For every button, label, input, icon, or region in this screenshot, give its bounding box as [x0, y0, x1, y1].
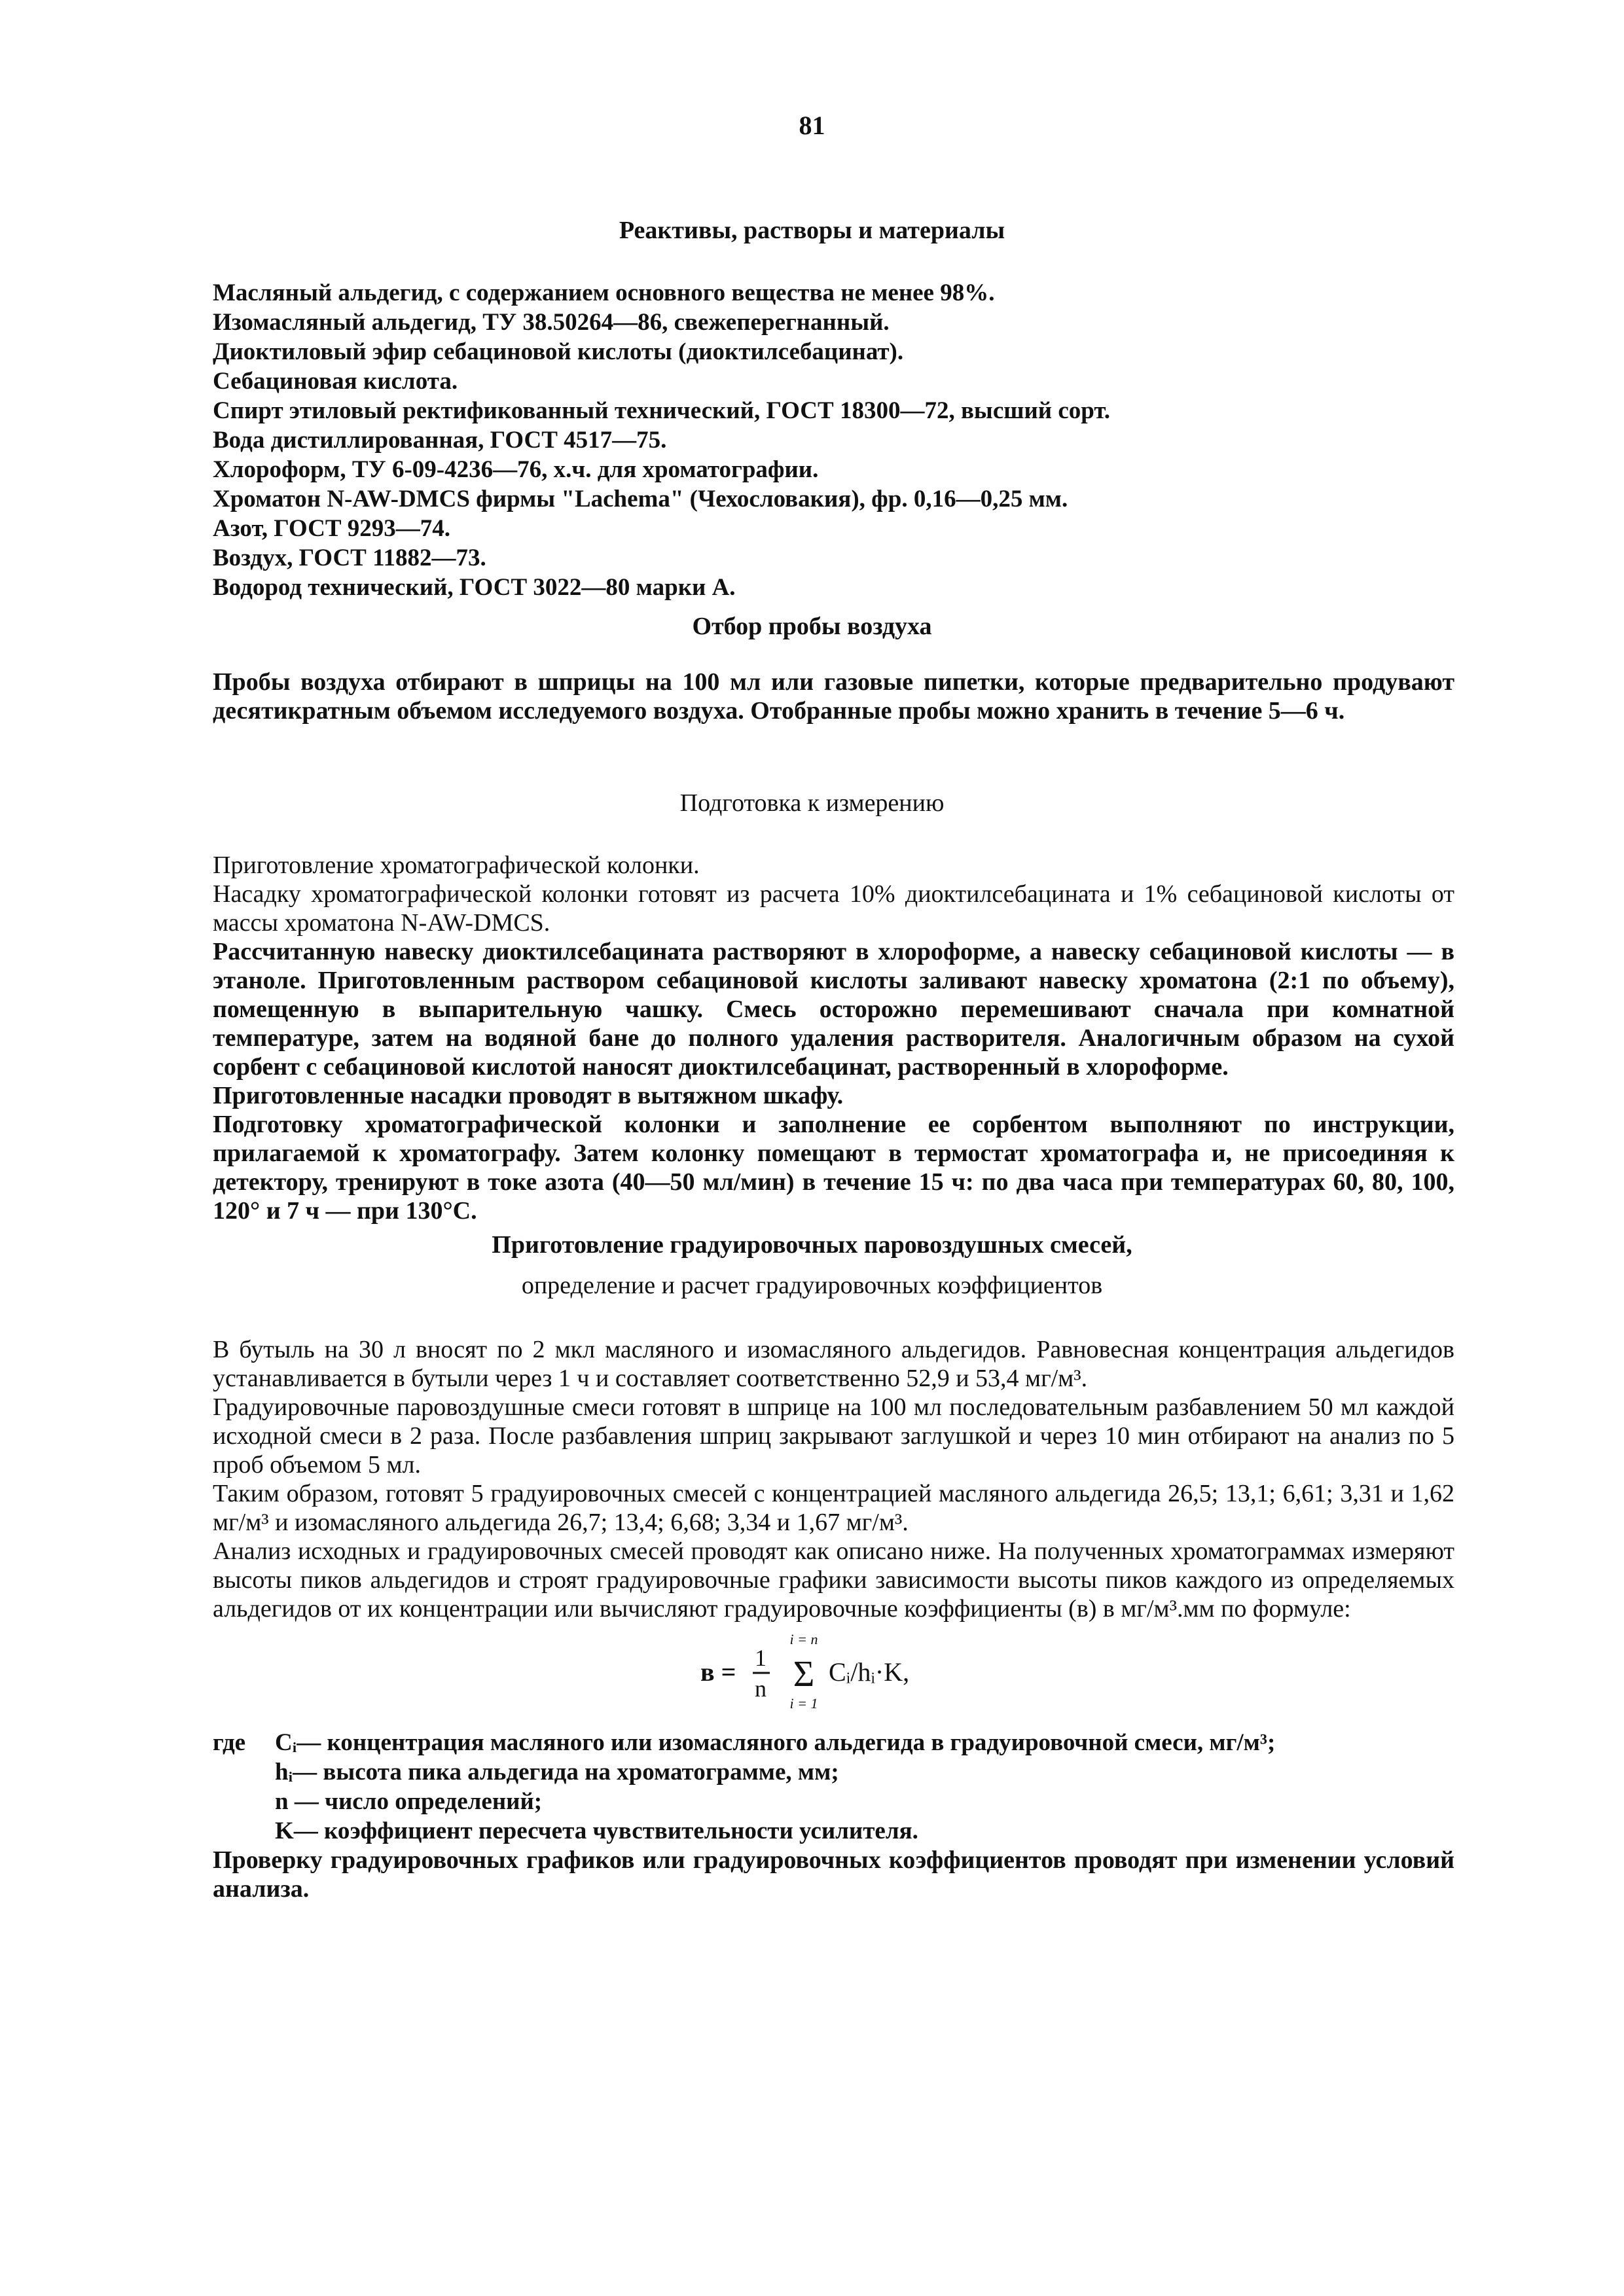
- reagent-item: Изомасляный альдегид, ТУ 38.50264—86, свежеперегнанный.: [213, 309, 890, 336]
- formula-sum-bottom: i = 1: [789, 1695, 818, 1712]
- preparation-paragraph: Рассчитанную навеску диоктилсебацината растворяют в хлороформе, а навеску себациновой кислоты — в этаноле. Приготовленным раствором себациновой кислоты заливают навеску хроматона (2:1 по объему), помещенную в выпарительную чашку. Смесь осторожно перемешивают сначала при комнатной температуре, затем на водяной бане до полного удаления растворителя. Аналогичным образом на сухой сорбент с себациновой кислотой наносят диоктилсебацинат, растворенный в хлороформе.: [213, 938, 1454, 1081]
- legend-item: hᵢ— высота пика альдегида на хроматограмме, мм;: [275, 1759, 839, 1785]
- preparation-paragraph: Подготовку хроматографической колонки и заполнение ее сорбентом выполняют по инструкции, прилагаемой к хроматографу. Затем колонку помещают в термостат хроматографа и, не присоединяя к детектору, тренируют в токе азота (40—50 мл/мин) в течение 15 ч: по два часа при температурах 60, 80, 100, 120° и 7 ч — при 130°С.: [213, 1111, 1454, 1225]
- calibration-section: [213, 1335, 1454, 1623]
- reagent-item: Масляный альдегид, с содержанием основного вещества не менее 98%.: [213, 279, 995, 306]
- formula-lhs: в =: [700, 1657, 736, 1687]
- calibration-paragraph: В бутыль на 30 л вносят по 2 мкл масляного и изомасляного альдегидов. Равновесная концентрация альдегидов устанавливается в бутыли через 1 ч и составляет соответственно 52,9 и 53,4 мг/м³.: [213, 1336, 1454, 1392]
- preparation-paragraph: Приготовленные насадки проводят в вытяжном шкафу.: [213, 1082, 844, 1109]
- legend-where: где: [213, 1729, 246, 1756]
- sampling-heading: Отбор пробы воздуха: [692, 613, 932, 640]
- calibration-heading-line1: Приготовление градуировочных паровоздушных смесей,: [492, 1231, 1132, 1259]
- calibration-heading-line2: определение и расчет градуировочных коэффициентов: [521, 1272, 1103, 1299]
- legend-item: K— коэффициент пересчета чувствительности усилителя.: [275, 1818, 918, 1844]
- formula-legend: [213, 1728, 1456, 1846]
- reagent-item: Вода дистиллированная, ГОСТ 4517—75.: [213, 427, 667, 454]
- preparation-paragraph: Приготовление хроматографической колонки.: [213, 852, 700, 879]
- formula-term: Cᵢ/hᵢ·K,: [829, 1657, 910, 1687]
- reagents-heading: Реактивы, растворы и материалы: [619, 217, 1005, 244]
- reagent-item: Диоктиловый эфир себациновой кислоты (диоктилсебацинат).: [213, 338, 904, 365]
- reagent-item: Спирт этиловый ректификованный технический, ГОСТ 18300—72, высший сорт.: [213, 397, 1111, 424]
- calibration-paragraph: Таким образом, готовят 5 градуировочных смесей с концентрацией масляного альдегида 26,5; 13,1; 6,61; 3,31 и 1,62 мг/м³ и изомасляного альдегида 26,7; 13,4; 6,68; 3,34 и 1,67 мг/м³.: [213, 1480, 1454, 1536]
- reagent-item: Воздух, ГОСТ 11882—73.: [213, 545, 486, 571]
- reagent-item: Водород технический, ГОСТ 3022—80 марки А.: [213, 574, 736, 601]
- formula-frac-num: 1: [755, 1645, 767, 1671]
- formula-sigma: Σ: [793, 1654, 815, 1695]
- formula-sum-top: i = n: [789, 1631, 818, 1647]
- closing-paragraph: Проверку градуировочных графиков или градуировочных коэффициентов проводят при изменении условий анализа.: [213, 1846, 1454, 1903]
- reagents-list: [213, 278, 1456, 602]
- preparation-section: [213, 851, 1454, 1225]
- formula-frac-den: n: [755, 1676, 767, 1702]
- reagent-item: Хлороформ, ТУ 6-09-4236—76, х.ч. для хроматографии.: [213, 456, 819, 483]
- legend-item: Cᵢ— концентрация масляного или изомасляного альдегида в градуировочной смеси, мг/м³;: [275, 1729, 1276, 1756]
- preparation-heading: Подготовка к измерению: [679, 789, 945, 817]
- sampling-paragraph: [213, 668, 1454, 725]
- calibration-paragraph: Градуировочные паровоздушные смеси готовят в шприце на 100 мл последовательным разбавлением 50 мл каждой исходной смеси в 2 раза. После разбавления шприц закрывают заглушкой и через 10 мин отбирают на анализ по 5 проб объемом 5 мл.: [213, 1393, 1454, 1479]
- sampling-text: Пробы воздуха отбирают в шприцы на 100 мл или газовые пипетки, которые предварительно продувают десятикратным объемом исследуемого воздуха. Отобранные пробы можно хранить в течение 5—6 ч.: [213, 668, 1454, 725]
- page-number: 81: [799, 111, 825, 140]
- reagent-item: Азот, ГОСТ 9293—74.: [213, 515, 451, 542]
- reagent-item: Хроматон N-AW-DMCS фирмы "Lachema" (Чехословакия), фр. 0,16—0,25 мм.: [213, 486, 1068, 512]
- reagent-item: Себациновая кислота.: [213, 368, 458, 395]
- calibration-paragraph: Анализ исходных и градуировочных смесей проводят как описано ниже. На полученных хроматограммах измеряют высоты пиков альдегидов и строят градуировочные графики зависимости высоты пиков каждого из определяемых альдегидов от их концентрации или вычисляют градуировочные коэффициенты (в) в мг/м³.мм по формуле:: [213, 1537, 1454, 1623]
- calibration-formula: [700, 1630, 1028, 1715]
- preparation-paragraph: Насадку хроматографической колонки готовят из расчета 10% диоктилсебацината и 1% себациновой кислоты от массы хроматона N-AW-DMCS.: [213, 880, 1454, 937]
- legend-item: n — число определений;: [275, 1788, 543, 1815]
